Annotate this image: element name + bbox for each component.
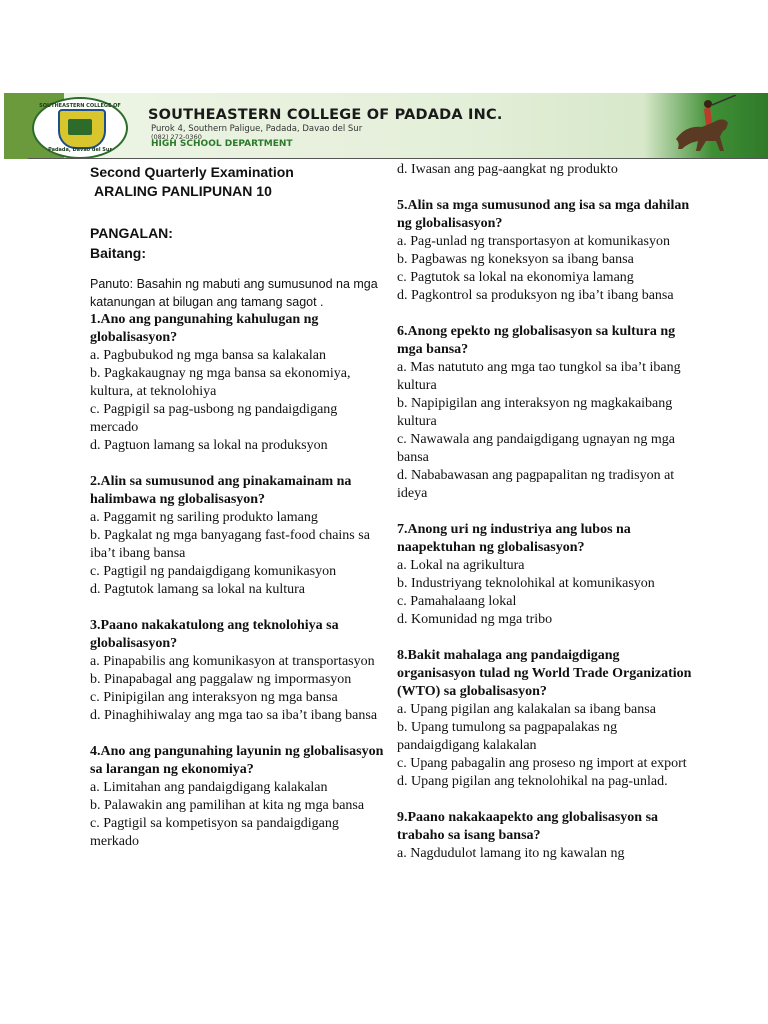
answer-option[interactable]: c. Nawawala ang pandaigdigang ugnayan ng mga bansa bbox=[397, 432, 675, 465]
answer-option[interactable]: b. Upang tumulong sa pagpapalakas ng pandaigdigang kalakalan bbox=[397, 720, 618, 753]
name-field-label: PANGALAN: bbox=[90, 225, 173, 241]
question-text: 4.Ano ang pangunahing layunin ng globalisasyon sa larangan ng ekonomiya? bbox=[90, 744, 384, 777]
question-block bbox=[397, 323, 697, 503]
answer-option[interactable]: c. Pagtigil ng pandaigdigang komunikasyon bbox=[90, 564, 337, 579]
right-question-list bbox=[397, 197, 697, 863]
seal-shield-icon bbox=[58, 109, 106, 149]
answer-option[interactable]: c. Pagtutok sa lokal na ekonomiya lamang bbox=[397, 270, 634, 285]
answer-option[interactable]: c. Pagtigil sa kompetisyon sa pandaigdigang merkado bbox=[90, 816, 339, 849]
seal-bottom-text: Padada, Davao del Sur bbox=[48, 147, 112, 153]
question-block bbox=[397, 809, 697, 863]
answer-option[interactable]: a. Nagdudulot lamang ito ng kawalan ng bbox=[397, 846, 625, 861]
question-text: 8.Bakit mahalaga ang pandaigdigang organisasyon tulad ng World Trade Organization (WTO) sa globalisasyon? bbox=[397, 648, 692, 699]
question-block bbox=[90, 743, 386, 851]
answer-option[interactable]: a. Pinapabilis ang komunikasyon at transportasyon bbox=[90, 654, 375, 669]
question-block bbox=[90, 311, 386, 455]
answer-option[interactable]: b. Industriyang teknolohikal at komunikasyon bbox=[397, 576, 655, 591]
left-column bbox=[90, 160, 386, 851]
school-address: Purok 4, Southern Paligue, Padada, Davao del Sur bbox=[151, 124, 363, 134]
left-question-list bbox=[90, 311, 386, 851]
header-divider bbox=[28, 158, 768, 159]
question-text: 3.Paano nakakatulong ang teknolohiya sa globalisasyon? bbox=[90, 618, 339, 651]
question-block bbox=[397, 197, 697, 305]
instructions: Panuto: Basahin ng mabuti ang sumusunod na mga katanungan at bilugan ang tamang sagot . bbox=[90, 277, 378, 309]
question-text: 6.Anong epekto ng globalisasyon sa kultura ng mga bansa? bbox=[397, 324, 676, 357]
answer-option[interactable]: a. Upang pigilan ang kalakalan sa ibang bansa bbox=[397, 702, 656, 717]
question-block bbox=[90, 473, 386, 599]
answer-option[interactable]: d. Upang pigilan ang teknolohikal na pag-unlad. bbox=[397, 774, 668, 789]
answer-option[interactable]: b. Palawakin ang pamilihan at kita ng mga bansa bbox=[90, 798, 365, 813]
grade-field-label: Baitang: bbox=[90, 245, 146, 261]
question-text: 5.Alin sa mga sumusunod ang isa sa mga dahilan ng globalisasyon? bbox=[397, 198, 690, 231]
question-block bbox=[397, 521, 697, 629]
answer-option[interactable]: d. Komunidad ng mga tribo bbox=[397, 612, 553, 627]
question-text: 7.Anong uri ng industriya ang lubos na naapektuhan ng globalisasyon? bbox=[397, 522, 631, 555]
answer-option[interactable]: b. Pagkalat ng mga banyagang fast-food chains sa iba’t ibang bansa bbox=[90, 528, 370, 561]
answer-option[interactable]: d. Pagkontrol sa produksyon ng iba’t ibang bansa bbox=[397, 288, 674, 303]
answer-option[interactable]: a. Lokal na agrikultura bbox=[397, 558, 525, 573]
continued-option: d. Iwasan ang pag-aangkat ng produkto bbox=[397, 162, 618, 177]
school-department bbox=[151, 132, 293, 149]
school-header-banner bbox=[4, 93, 768, 159]
answer-option[interactable]: a. Pag-unlad ng transportasyon at komunikasyon bbox=[397, 234, 670, 249]
question-block bbox=[90, 617, 386, 725]
question-text: 2.Alin sa sumusunod ang pinakamainam na halimbawa ng globalisasyon? bbox=[90, 474, 352, 507]
school-seal-logo bbox=[32, 97, 128, 159]
question-text: 9.Paano nakakaapekto ang globalisasyon sa trabaho sa isang bansa? bbox=[397, 810, 659, 843]
school-name: SOUTHEASTERN COLLEGE OF PADADA INC. bbox=[148, 107, 503, 123]
answer-option[interactable]: b. Pagkakaugnay ng mga bansa sa ekonomiya, kultura, at teknolohiya bbox=[90, 366, 351, 399]
answer-option[interactable]: b. Pagbawas ng koneksyon sa ibang bansa bbox=[397, 252, 634, 267]
answer-option[interactable]: a. Limitahan ang pandaigdigang kalakalan bbox=[90, 780, 328, 795]
horse-rider-icon bbox=[666, 95, 746, 157]
answer-option[interactable]: c. Upang pabagalin ang proseso ng import at export bbox=[397, 756, 687, 771]
answer-option[interactable]: a. Paggamit ng sariling produkto lamang bbox=[90, 510, 318, 525]
answer-option[interactable]: d. Nababawasan ang pagpapalitan ng tradisyon at ideya bbox=[397, 468, 675, 501]
seal-top-text: SOUTHEASTERN COLLEGE OF bbox=[39, 103, 121, 109]
answer-option[interactable]: c. Pagpigil sa pag-usbong ng pandaigdigang mercado bbox=[90, 402, 338, 435]
answer-option[interactable]: d. Pagtuon lamang sa lokal na produksyon bbox=[90, 438, 328, 453]
answer-option[interactable]: c. Pinipigilan ang interaksyon ng mga bansa bbox=[90, 690, 338, 705]
answer-option[interactable]: b. Pinapabagal ang paggalaw ng impormasyon bbox=[90, 672, 352, 687]
answer-option[interactable]: c. Pamahalaang lokal bbox=[397, 594, 517, 609]
school-phone: (082) 272-0360 bbox=[151, 133, 202, 141]
answer-option[interactable]: a. Pagbubukod ng mga bansa sa kalakalan bbox=[90, 348, 326, 363]
exam-subject: ARALING PANLIPUNAN 10 bbox=[94, 183, 272, 199]
question-block bbox=[397, 647, 697, 791]
answer-option[interactable]: d. Pinaghihiwalay ang mga tao sa iba’t ibang bansa bbox=[90, 708, 378, 723]
right-column bbox=[397, 160, 697, 863]
department-label: HIGH SCHOOL DEPARTMENT bbox=[151, 139, 293, 149]
question-text: 1.Ano ang pangunahing kahulugan ng globalisasyon? bbox=[90, 312, 319, 345]
answer-option[interactable]: b. Napipigilan ang interaksyon ng magkakaibang kultura bbox=[397, 396, 673, 429]
answer-option[interactable]: d. Pagtutok lamang sa lokal na kultura bbox=[90, 582, 306, 597]
answer-option[interactable]: a. Mas natututo ang mga tao tungkol sa iba’t ibang kultura bbox=[397, 360, 681, 393]
exam-title: Second Quarterly Examination bbox=[90, 164, 294, 180]
